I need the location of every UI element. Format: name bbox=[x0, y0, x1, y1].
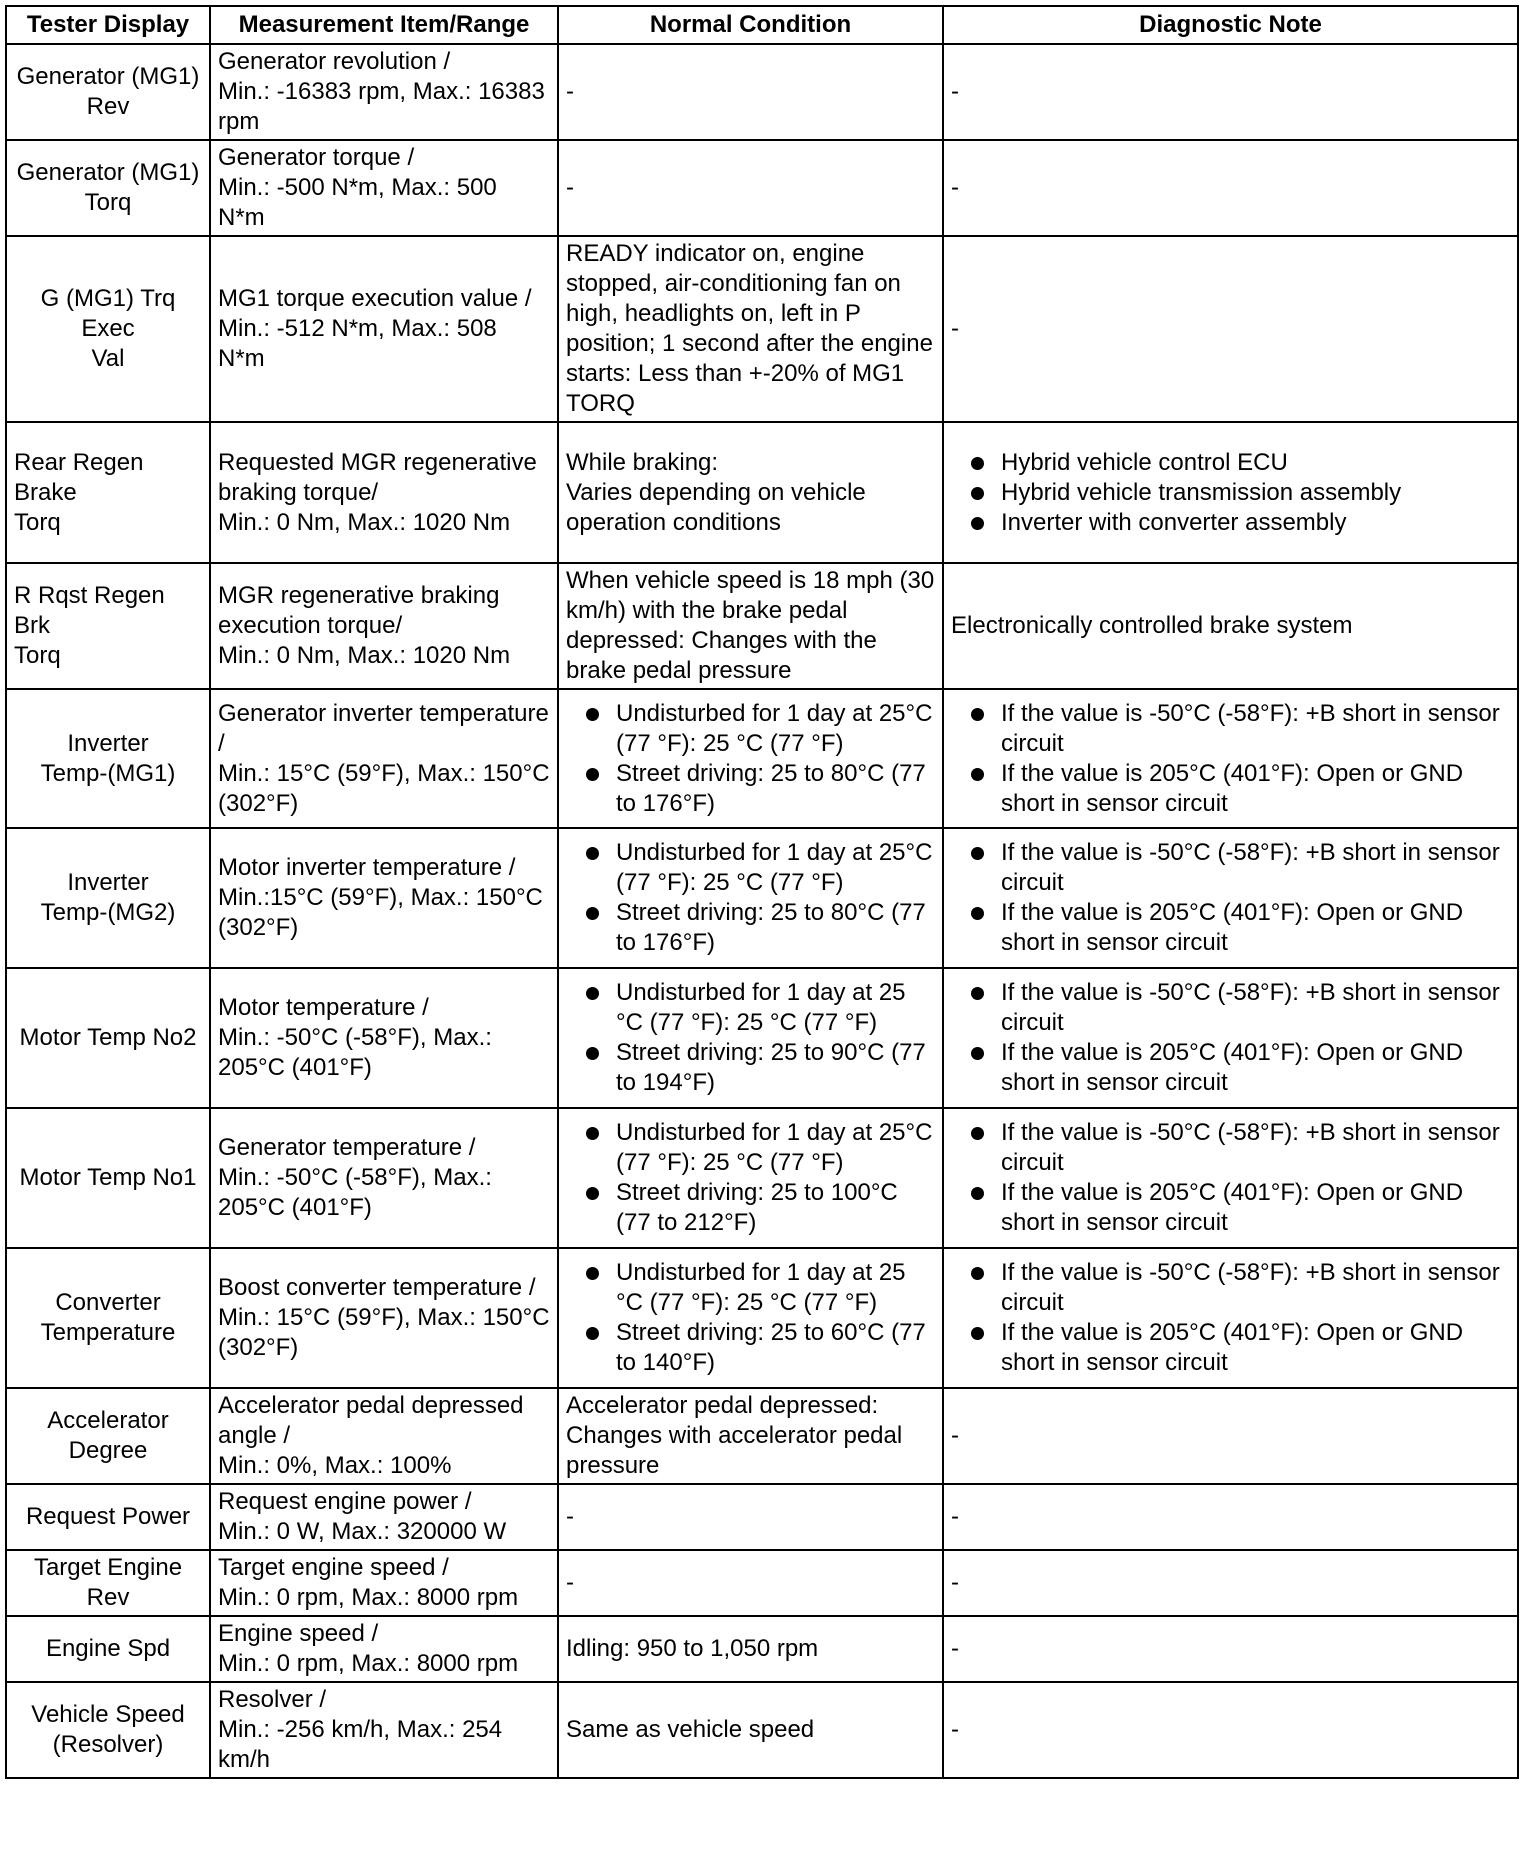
cell-tester-display: Vehicle Speed (Resolver) bbox=[6, 1682, 210, 1778]
bullet-list bbox=[566, 838, 935, 958]
cell-tester-display: Request Power bbox=[6, 1484, 210, 1550]
list-item: Undisturbed for 1 day at 25 °C (77 °F): 25 °C (77 °F) bbox=[566, 1258, 935, 1318]
table-row bbox=[6, 1616, 1518, 1682]
bullet-list bbox=[951, 448, 1510, 538]
cell-tester-display: Inverter Temp-(MG1) bbox=[6, 689, 210, 828]
bullet-list bbox=[951, 838, 1510, 958]
list-item: Undisturbed for 1 day at 25°C (77 °F): 25 °C (77 °F) bbox=[566, 838, 935, 898]
cell-normal-condition: When vehicle speed is 18 mph (30 km/h) with the brake pedal depressed: Changes with the brake pedal pressure bbox=[558, 563, 943, 689]
cell-normal-condition bbox=[558, 1108, 943, 1248]
header-normal-condition: Normal Condition bbox=[558, 6, 943, 44]
bullet-list bbox=[951, 1118, 1510, 1238]
list-item: If the value is 205°C (401°F): Open or GND short in sensor circuit bbox=[951, 898, 1510, 958]
table-row bbox=[6, 1388, 1518, 1484]
list-item: Hybrid vehicle control ECU bbox=[951, 448, 1510, 478]
table-row bbox=[6, 236, 1518, 422]
list-item: Street driving: 25 to 80°C (77 to 176°F) bbox=[566, 759, 935, 819]
cell-normal-condition bbox=[558, 1248, 943, 1388]
bullet-list bbox=[566, 1118, 935, 1238]
cell-measurement: Engine speed / Min.: 0 rpm, Max.: 8000 rpm bbox=[210, 1616, 558, 1682]
table-row bbox=[6, 1248, 1518, 1388]
table-row bbox=[6, 1108, 1518, 1248]
cell-normal-condition: Accelerator pedal depressed: Changes with accelerator pedal pressure bbox=[558, 1388, 943, 1484]
table-row bbox=[6, 689, 1518, 828]
table-row bbox=[6, 422, 1518, 563]
cell-diagnostic-note bbox=[943, 1248, 1518, 1388]
table-row bbox=[6, 828, 1518, 968]
cell-normal-condition: Same as vehicle speed bbox=[558, 1682, 943, 1778]
cell-normal-condition: - bbox=[558, 44, 943, 140]
list-item: Street driving: 25 to 80°C (77 to 176°F) bbox=[566, 898, 935, 958]
cell-diagnostic-note: - bbox=[943, 236, 1518, 422]
cell-diagnostic-note: - bbox=[943, 140, 1518, 236]
list-item: Inverter with converter assembly bbox=[951, 508, 1510, 538]
cell-normal-condition: - bbox=[558, 140, 943, 236]
cell-normal-condition bbox=[558, 828, 943, 968]
table-row bbox=[6, 968, 1518, 1108]
cell-diagnostic-note bbox=[943, 422, 1518, 563]
cell-measurement: Requested MGR regenerative braking torque/ Min.: 0 Nm, Max.: 1020 Nm bbox=[210, 422, 558, 563]
cell-normal-condition: Idling: 950 to 1,050 rpm bbox=[558, 1616, 943, 1682]
cell-measurement: Generator inverter temperature / Min.: 15°C (59°F), Max.: 150°C (302°F) bbox=[210, 689, 558, 828]
list-item: Hybrid vehicle transmission assembly bbox=[951, 478, 1510, 508]
table-row bbox=[6, 44, 1518, 140]
list-item: If the value is -50°C (-58°F): +B short in sensor circuit bbox=[951, 1118, 1510, 1178]
list-item: If the value is 205°C (401°F): Open or GND short in sensor circuit bbox=[951, 759, 1510, 819]
cell-diagnostic-note bbox=[943, 828, 1518, 968]
cell-diagnostic-note: - bbox=[943, 1550, 1518, 1616]
list-item: Undisturbed for 1 day at 25°C (77 °F): 25 °C (77 °F) bbox=[566, 1118, 935, 1178]
cell-normal-condition: - bbox=[558, 1550, 943, 1616]
cell-diagnostic-note: Electronically controlled brake system bbox=[943, 563, 1518, 689]
cell-diagnostic-note bbox=[943, 968, 1518, 1108]
cell-tester-display: G (MG1) Trq Exec Val bbox=[6, 236, 210, 422]
table-container bbox=[5, 5, 1519, 1779]
list-item: Street driving: 25 to 60°C (77 to 140°F) bbox=[566, 1318, 935, 1378]
cell-tester-display: Generator (MG1) Rev bbox=[6, 44, 210, 140]
cell-measurement: Resolver / Min.: -256 km/h, Max.: 254 km/h bbox=[210, 1682, 558, 1778]
bullet-list bbox=[951, 1258, 1510, 1378]
cell-diagnostic-note: - bbox=[943, 1388, 1518, 1484]
cell-measurement: MGR regenerative braking execution torque/ Min.: 0 Nm, Max.: 1020 Nm bbox=[210, 563, 558, 689]
cell-measurement: Generator torque / Min.: -500 N*m, Max.: 500 N*m bbox=[210, 140, 558, 236]
cell-tester-display: Target Engine Rev bbox=[6, 1550, 210, 1616]
cell-measurement: Target engine speed / Min.: 0 rpm, Max.: 8000 rpm bbox=[210, 1550, 558, 1616]
list-item: If the value is 205°C (401°F): Open or GND short in sensor circuit bbox=[951, 1318, 1510, 1378]
table-row bbox=[6, 563, 1518, 689]
table-row bbox=[6, 1550, 1518, 1616]
cell-measurement: Generator temperature / Min.: -50°C (-58°F), Max.: 205°C (401°F) bbox=[210, 1108, 558, 1248]
list-item: If the value is -50°C (-58°F): +B short in sensor circuit bbox=[951, 1258, 1510, 1318]
cell-normal-condition bbox=[558, 968, 943, 1108]
list-item: If the value is -50°C (-58°F): +B short in sensor circuit bbox=[951, 978, 1510, 1038]
table-row bbox=[6, 1484, 1518, 1550]
table-row bbox=[6, 1682, 1518, 1778]
bullet-list bbox=[566, 978, 935, 1098]
table-row bbox=[6, 140, 1518, 236]
list-item: Street driving: 25 to 100°C (77 to 212°F) bbox=[566, 1178, 935, 1238]
header-diagnostic-note: Diagnostic Note bbox=[943, 6, 1518, 44]
cell-normal-condition: While braking: Varies depending on vehicle operation conditions bbox=[558, 422, 943, 563]
cell-diagnostic-note bbox=[943, 1108, 1518, 1248]
list-item: If the value is 205°C (401°F): Open or GND short in sensor circuit bbox=[951, 1038, 1510, 1098]
cell-tester-display: Rear Regen Brake Torq bbox=[6, 422, 210, 563]
list-item: Undisturbed for 1 day at 25°C (77 °F): 25 °C (77 °F) bbox=[566, 699, 935, 759]
table-body bbox=[6, 44, 1518, 1778]
cell-measurement: Accelerator pedal depressed angle / Min.: 0%, Max.: 100% bbox=[210, 1388, 558, 1484]
list-item: If the value is -50°C (-58°F): +B short in sensor circuit bbox=[951, 699, 1510, 759]
cell-diagnostic-note: - bbox=[943, 1484, 1518, 1550]
cell-tester-display: Motor Temp No1 bbox=[6, 1108, 210, 1248]
header-tester-display: Tester Display bbox=[6, 6, 210, 44]
cell-diagnostic-note bbox=[943, 689, 1518, 828]
cell-measurement: Generator revolution / Min.: -16383 rpm, Max.: 16383 rpm bbox=[210, 44, 558, 140]
cell-tester-display: Generator (MG1) Torq bbox=[6, 140, 210, 236]
cell-tester-display: Engine Spd bbox=[6, 1616, 210, 1682]
data-monitor-table bbox=[5, 5, 1519, 1779]
list-item: Street driving: 25 to 90°C (77 to 194°F) bbox=[566, 1038, 935, 1098]
list-item: If the value is 205°C (401°F): Open or GND short in sensor circuit bbox=[951, 1178, 1510, 1238]
cell-tester-display: Accelerator Degree bbox=[6, 1388, 210, 1484]
cell-tester-display: Inverter Temp-(MG2) bbox=[6, 828, 210, 968]
header-row bbox=[6, 6, 1518, 44]
cell-tester-display: Motor Temp No2 bbox=[6, 968, 210, 1108]
cell-normal-condition: - bbox=[558, 1484, 943, 1550]
list-item: If the value is -50°C (-58°F): +B short in sensor circuit bbox=[951, 838, 1510, 898]
cell-measurement: Motor temperature / Min.: -50°C (-58°F), Max.: 205°C (401°F) bbox=[210, 968, 558, 1108]
bullet-list bbox=[951, 699, 1510, 819]
cell-normal-condition bbox=[558, 689, 943, 828]
cell-diagnostic-note: - bbox=[943, 1616, 1518, 1682]
cell-diagnostic-note: - bbox=[943, 1682, 1518, 1778]
header-measurement-item: Measurement Item/Range bbox=[210, 6, 558, 44]
cell-tester-display: Converter Temperature bbox=[6, 1248, 210, 1388]
cell-measurement: MG1 torque execution value / Min.: -512 N*m, Max.: 508 N*m bbox=[210, 236, 558, 422]
cell-diagnostic-note: - bbox=[943, 44, 1518, 140]
list-item: Undisturbed for 1 day at 25 °C (77 °F): 25 °C (77 °F) bbox=[566, 978, 935, 1038]
cell-measurement: Boost converter temperature / Min.: 15°C (59°F), Max.: 150°C (302°F) bbox=[210, 1248, 558, 1388]
cell-normal-condition: READY indicator on, engine stopped, air-conditioning fan on high, headlights on, left in P position; 1 second after the engine starts: Less than +-20% of MG1 TORQ bbox=[558, 236, 943, 422]
cell-tester-display: R Rqst Regen Brk Torq bbox=[6, 563, 210, 689]
cell-measurement: Motor inverter temperature / Min.:15°C (59°F), Max.: 150°C (302°F) bbox=[210, 828, 558, 968]
bullet-list bbox=[566, 1258, 935, 1378]
bullet-list bbox=[951, 978, 1510, 1098]
bullet-list bbox=[566, 699, 935, 819]
cell-measurement: Request engine power / Min.: 0 W, Max.: 320000 W bbox=[210, 1484, 558, 1550]
